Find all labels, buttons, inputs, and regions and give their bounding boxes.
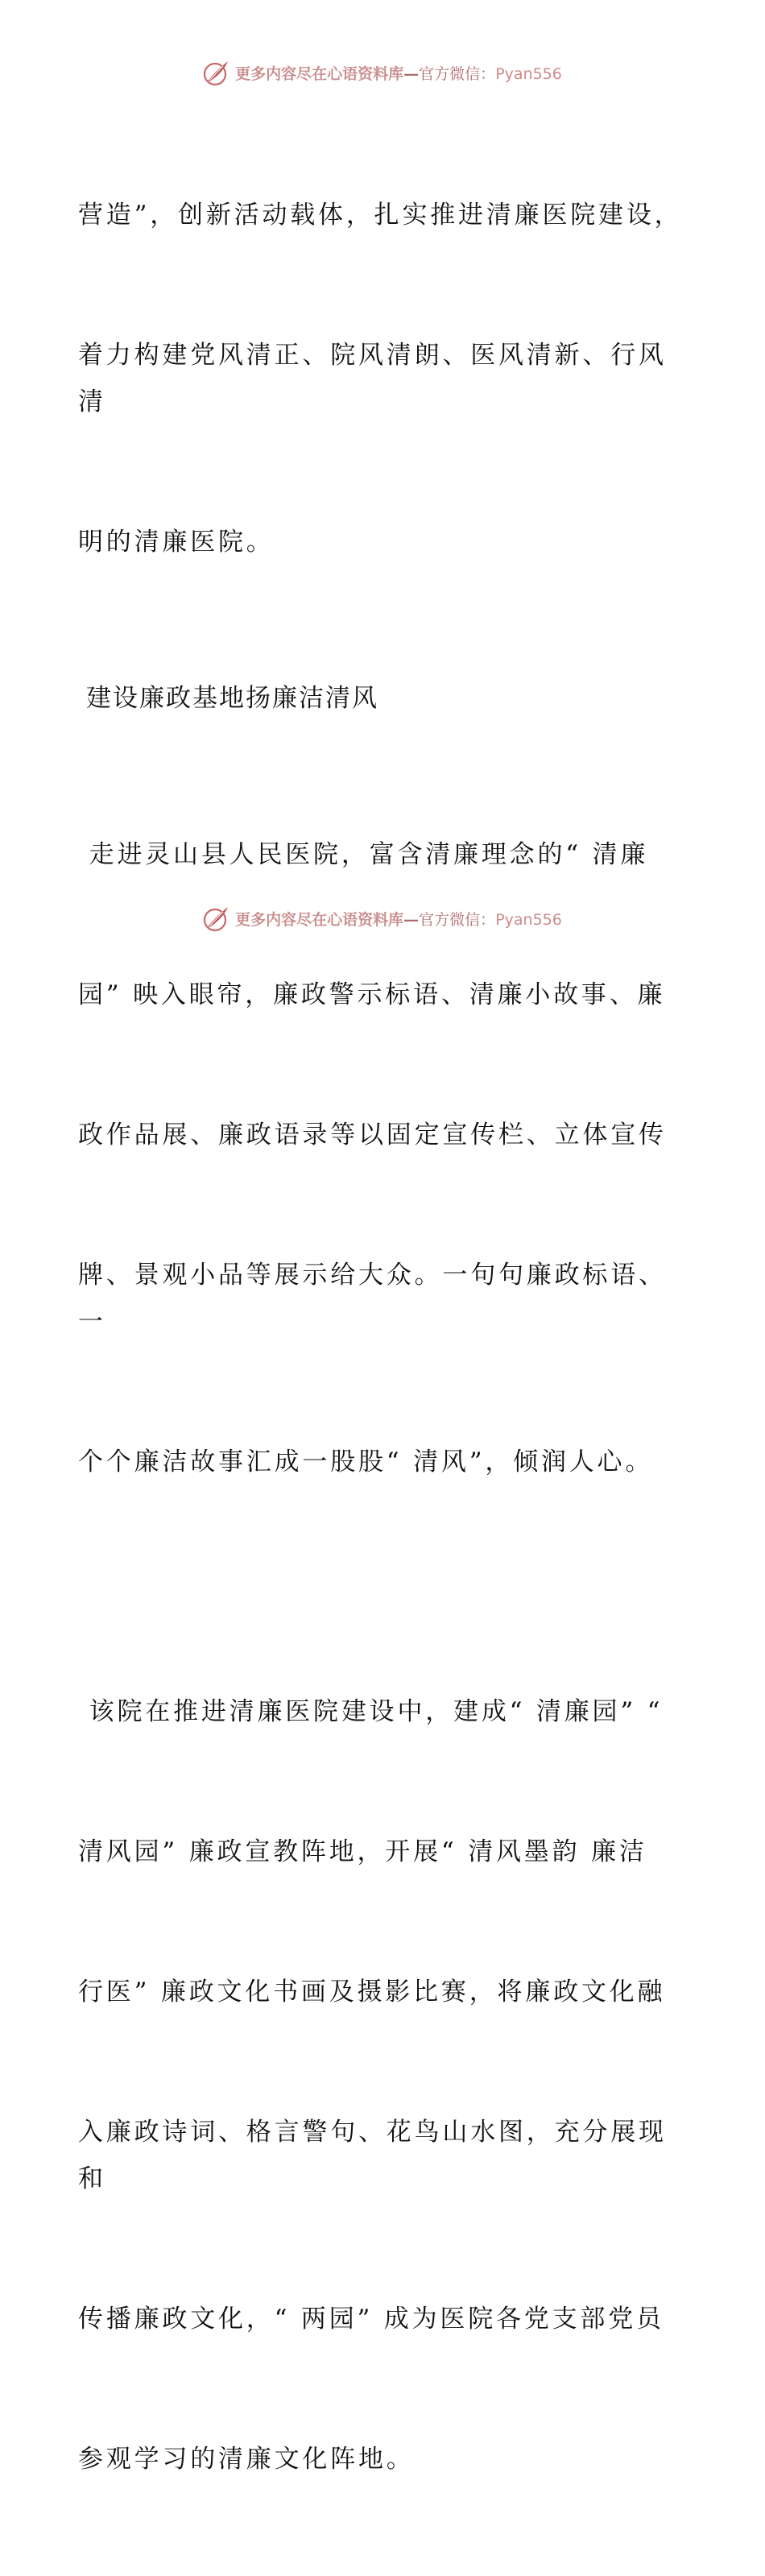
- text-line: 明的清廉医院。: [78, 528, 275, 557]
- text-line: 入廉政诗词、格言警句、花鸟山水图，充分展现和: [78, 2118, 667, 2193]
- paragraph-2: [78, 738, 690, 1579]
- document-body: [78, 98, 690, 2576]
- header-watermark: [0, 56, 765, 89]
- text-line: 清风园” 廉政宣教阵地，开展“ 清风墨韵 廉洁: [78, 1837, 647, 1866]
- text-line: 个个廉洁故事汇成一股股“ 清风”，倾润人心。: [78, 1447, 654, 1476]
- text-line: 着力构建党风清正、院风清朗、医风清新、行风清: [78, 341, 667, 416]
- watermark-text: 更多内容尽在心语资料库—官方微信：Pyan556: [235, 64, 562, 83]
- watermark-text: 更多内容尽在心语资料库—官方微信：Pyan556: [235, 910, 562, 929]
- footer-watermark: [0, 902, 765, 934]
- text-line: 该院在推进清廉医院建设中，建成“ 清廉园” “: [78, 1697, 664, 1726]
- quill-pen-logo-icon: [203, 905, 230, 932]
- paragraph-1: [78, 98, 690, 659]
- text-line: 参观学习的清廉文化阵地。: [78, 2445, 415, 2474]
- text-line: 走进灵山县人民医院，富含清廉理念的“ 清廉: [78, 840, 649, 869]
- quill-pen-logo-icon: [203, 59, 230, 86]
- paragraph-3: [78, 1595, 690, 2576]
- section-heading: 建设廉政基地扬廉洁清风: [86, 684, 378, 713]
- text-line: 园” 映入眼帘，廉政警示标语、清廉小故事、廉: [78, 980, 666, 1009]
- text-line: 行医” 廉政文化书画及摄影比赛，将廉政文化融: [78, 1978, 666, 2007]
- text-line: 营造”，创新活动载体，扎实推进清廉医院建设，: [78, 201, 683, 230]
- text-line: 传播廉政文化，“ 两园” 成为医院各党支部党员: [78, 2305, 664, 2334]
- text-line: 政作品展、廉政语录等以固定宣传栏、立体宣传: [78, 1120, 667, 1149]
- text-line: 牌、景观小品等展示给大众。一句句廉政标语、一: [78, 1261, 667, 1336]
